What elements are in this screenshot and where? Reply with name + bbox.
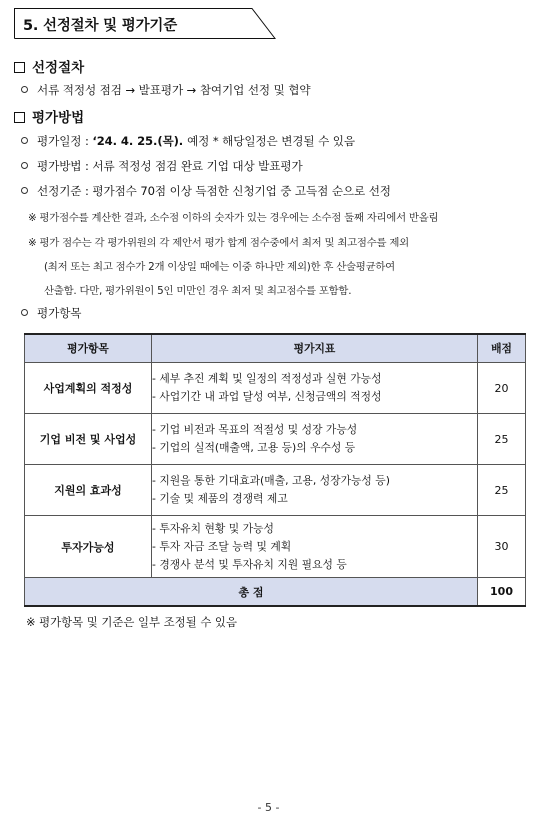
table-row bbox=[25, 465, 526, 516]
item-points: 25 bbox=[478, 414, 526, 465]
schedule-line: 평가일정 : ‘24. 4. 25.(목). 예정 * 해당일정은 변경될 수 있음 bbox=[21, 133, 355, 149]
item-name: 사업계획의 적정성 bbox=[25, 363, 152, 414]
indicator-cell: - 지원을 통한 기대효과(매출, 고용, 성장가능성 등) - 기술 및 제품의 경쟁력 제고 bbox=[152, 465, 478, 516]
procedure-heading: 선정절차 bbox=[14, 56, 84, 76]
method-heading: 평가방법 bbox=[14, 106, 84, 126]
item-name: 지원의 효과성 bbox=[25, 465, 152, 516]
item-name: 투자가능성 bbox=[25, 516, 152, 578]
table-row bbox=[25, 516, 526, 578]
section-header bbox=[14, 8, 276, 39]
circle-bullet-icon bbox=[21, 162, 28, 169]
header-points: 배점 bbox=[478, 334, 526, 363]
criteria-line: 선정기준 : 평가점수 70점 이상 득점한 신청기업 중 고득점 순으로 선정 bbox=[21, 183, 391, 199]
item-points: 25 bbox=[478, 465, 526, 516]
total-row bbox=[25, 578, 526, 607]
circle-bullet-icon bbox=[21, 86, 28, 93]
square-bullet-icon bbox=[14, 62, 25, 73]
procedure-steps: 서류 적정성 점검 → 발표평가 → 참여기업 선정 및 협약 bbox=[21, 82, 311, 98]
header-item: 평가항목 bbox=[25, 334, 152, 363]
indicator-cell: - 투자유치 현황 및 가능성 - 투자 자금 조달 능력 및 계획 - 경쟁사 분석 및 투자유치 지원 필요성 등 bbox=[152, 516, 478, 578]
adjustment-note: ※ 평가항목 및 기준은 일부 조정될 수 있음 bbox=[26, 615, 237, 629]
item-name: 기업 비전 및 사업성 bbox=[25, 414, 152, 465]
page-number: - 5 - bbox=[257, 801, 280, 814]
average-note-line3: 산출함. 다만, 평가위원이 5인 미만인 경우 최저 및 최고점수를 포함함. bbox=[44, 285, 352, 297]
table-row bbox=[25, 414, 526, 465]
average-note-line2: (최저 또는 최고 점수가 2개 이상일 때에는 이중 하나만 제외)한 후 산술평균하여 bbox=[44, 261, 395, 273]
total-points: 100 bbox=[478, 578, 526, 607]
evaluation-table bbox=[24, 333, 526, 607]
rounding-note: ※ 평가점수를 계산한 결과, 소수점 이하의 숫자가 있는 경우에는 소수점 둘째 자리에서 반올림 bbox=[28, 212, 439, 224]
average-note-line1: ※ 평가 점수는 각 평가위원의 각 제안서 평가 합계 점수중에서 최저 및 최고점수를 제외 bbox=[28, 237, 409, 249]
indicator-cell: - 기업 비전과 목표의 적절성 및 성장 가능성 - 기업의 실적(매출액, 고용 등)의 우수성 등 bbox=[152, 414, 478, 465]
method-line: 평가방법 : 서류 적정성 점검 완료 기업 대상 발표평가 bbox=[21, 158, 303, 174]
header-indicator: 평가지표 bbox=[152, 334, 478, 363]
schedule-date: ‘24. 4. 25.(목). bbox=[92, 134, 188, 148]
square-bullet-icon bbox=[14, 112, 25, 123]
table-row bbox=[25, 363, 526, 414]
table-header-row bbox=[25, 334, 526, 363]
indicator-cell: - 세부 추진 계획 및 일정의 적정성과 실현 가능성 - 사업기간 내 과업 달성 여부, 신청금액의 적정성 bbox=[152, 363, 478, 414]
total-label: 총 점 bbox=[25, 578, 478, 607]
item-points: 20 bbox=[478, 363, 526, 414]
circle-bullet-icon bbox=[21, 309, 28, 316]
circle-bullet-icon bbox=[21, 187, 28, 194]
section-title: 5. 선정절차 및 평가기준 bbox=[23, 18, 178, 34]
item-points: 30 bbox=[478, 516, 526, 578]
items-label: 평가항목 bbox=[21, 305, 81, 321]
circle-bullet-icon bbox=[21, 137, 28, 144]
